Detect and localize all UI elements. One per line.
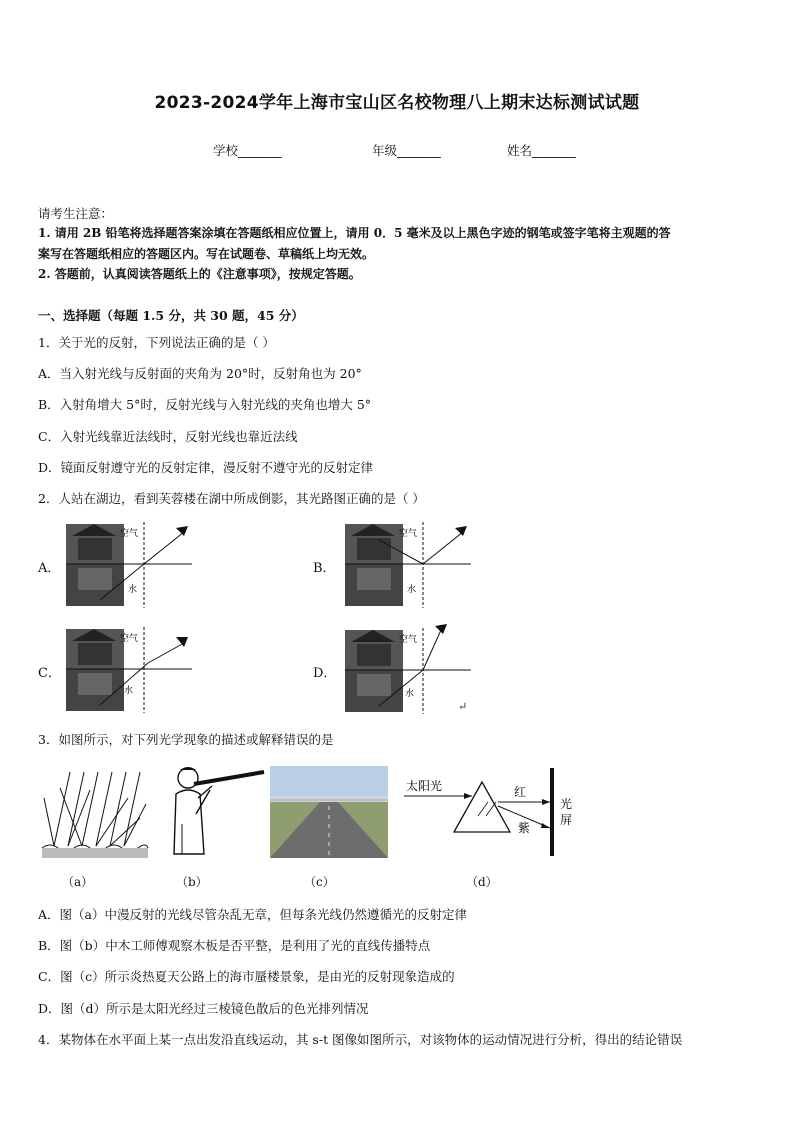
prism-screen-label-2: 屏 <box>560 813 573 827</box>
q4-stem: 4．某物体在水平面上某一点出发沿直线运动，其 s-t 图像如图所示，对该物体的运动情况进行分析，得出的结论错误 <box>38 1032 683 1047</box>
q3-option-d: D．图（d）所示是太阳光经过三棱镜色散后的色光排列情况 <box>38 1001 369 1016</box>
q2-d-air: 空气 <box>399 635 418 645</box>
q2-label-d: D． <box>313 666 337 681</box>
q2-stem: 2．人站在湖边，看到芙蓉楼在湖中所成倒影，其光路图正确的是（ ） <box>38 491 425 506</box>
q3-figure-c <box>270 766 388 858</box>
q2-c-water: 水 <box>124 686 134 696</box>
q1-option-d: D．镜面反射遵守光的反射定律，漫反射不遵守光的反射定律 <box>38 460 374 475</box>
q2-d-water: 水 <box>405 689 415 699</box>
q3-caption-b: （b） <box>176 875 208 889</box>
notice-heading: 请考生注意： <box>38 206 114 221</box>
q3-figure-d <box>402 766 582 858</box>
q2-a-air: 空气 <box>120 529 139 539</box>
return-mark: ↵ <box>458 700 468 713</box>
q2-c-air: 空气 <box>120 634 139 644</box>
q2-a-water: 水 <box>128 585 138 595</box>
q2-b-air: 空气 <box>399 529 418 539</box>
q1-option-a: A．当入射光线与反射面的夹角为 20°时，反射角也为 20° <box>38 366 362 381</box>
name-field: 姓名_______ <box>507 143 576 158</box>
q3-option-c: C．图（c）所示炎热夏天公路上的海市蜃楼景象，是由光的反射现象造成的 <box>38 969 455 984</box>
notice-item-1b: 案写在答题纸相应的答题区内。写在试题卷、草稿纸上均无效。 <box>38 247 375 261</box>
q3-caption-d: （d） <box>466 875 498 889</box>
q2-diagram-b <box>343 520 473 610</box>
q3-figure-a <box>40 768 150 860</box>
q1-option-b: B．入射角增大 5°时，反射光线与入射光线的夹角也增大 5° <box>38 397 372 412</box>
prism-violet-label: 紫 <box>518 821 531 835</box>
prism-screen-label-1: 光 <box>560 797 573 811</box>
q3-caption-a: （a） <box>62 875 94 889</box>
q3-figure-b <box>168 764 266 860</box>
notice-item-1: 1. 请用 2B 铅笔将选择题答案涂填在答题纸相应位置上，请用 0．5 毫米及以上黑色字迹的钢笔或签字笔将主观题的答 <box>38 226 671 240</box>
q1-stem: 1．关于光的反射，下列说法正确的是（ ） <box>38 335 275 350</box>
q2-label-c: C． <box>38 666 61 681</box>
q2-label-a: A． <box>38 561 61 576</box>
page-title: 2023-2024学年上海市宝山区名校物理八上期末达标测试试题 <box>154 93 640 113</box>
q2-diagram-a <box>64 520 194 610</box>
q2-diagram-d <box>343 622 473 716</box>
notice-item-2: 2. 答题前，认真阅读答题纸上的《注意事项》，按规定答题。 <box>38 267 361 281</box>
q2-label-b: B． <box>313 561 336 576</box>
q2-diagram-c <box>64 625 194 715</box>
prism-red-label: 红 <box>514 785 527 799</box>
q3-stem: 3．如图所示，对下列光学现象的描述或解释错误的是 <box>38 732 334 747</box>
q3-option-a: A．图（a）中漫反射的光线尽管杂乱无章，但每条光线仍然遵循光的反射定律 <box>38 907 467 922</box>
grade-field: 年级_______ <box>372 143 441 158</box>
q1-option-c: C．入射光线靠近法线时，反射光线也靠近法线 <box>38 429 298 444</box>
q3-caption-c: （c） <box>304 875 335 889</box>
q3-option-b: B．图（b）中木工师傅观察木板是否平整，是利用了光的直线传播特点 <box>38 938 431 953</box>
prism-sun-label: 太阳光 <box>406 779 443 793</box>
q2-b-water: 水 <box>407 585 417 595</box>
section-heading: 一、选择题（每题 1.5 分，共 30 题，45 分） <box>38 308 304 323</box>
school-field: 学校_______ <box>213 143 282 158</box>
